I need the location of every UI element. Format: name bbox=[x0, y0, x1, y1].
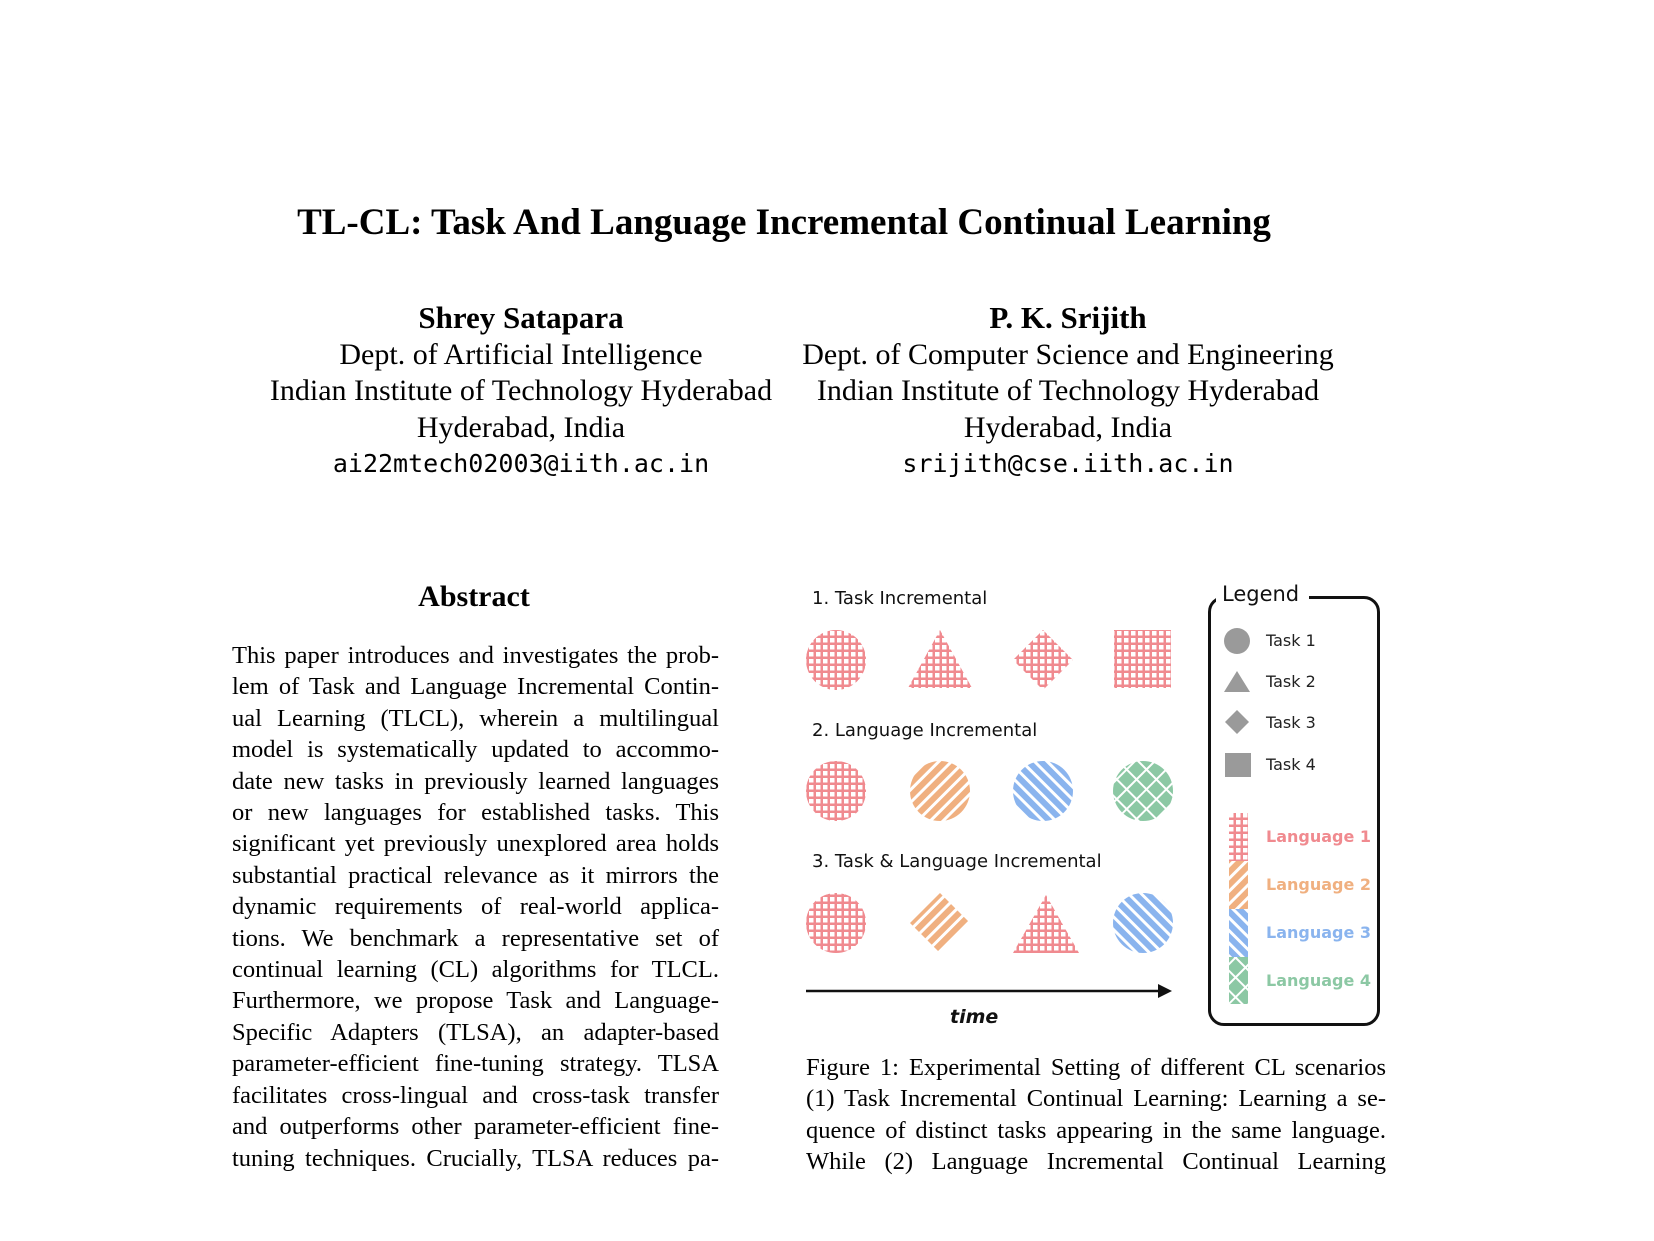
abstract-line: Specific Adapters (TLSA), an adapter-based bbox=[232, 1018, 719, 1046]
author-location: Hyderabad, India bbox=[963, 410, 1173, 444]
author-block-1 bbox=[246, 300, 796, 483]
author-email: ai22mtech02003@iith.ac.in bbox=[332, 449, 710, 478]
abstract-line: continual learning (CL) algorithms for TLCL. bbox=[232, 956, 719, 984]
abstract-line: model is systematically updated to accommo- bbox=[232, 736, 719, 764]
abstract-line: and outperforms other parameter-efficient fine- bbox=[232, 1113, 719, 1141]
time-axis-label: time bbox=[950, 1006, 999, 1028]
author-institute: Indian Institute of Technology Hyderabad bbox=[269, 374, 773, 407]
abstract-line: date new tasks in previously learned languages bbox=[232, 767, 719, 795]
legend-task-4: Task 4 bbox=[1266, 755, 1316, 774]
abstract-line: tions. We benchmark a representative set of bbox=[232, 924, 719, 952]
legend-language-1: Language 1 bbox=[1266, 827, 1372, 846]
abstract-line: parameter-efficient fine-tuning strategy. TLSA bbox=[232, 1050, 719, 1078]
author-block-2 bbox=[778, 300, 1358, 483]
abstract-line: lem of Task and Language Incremental Contin- bbox=[232, 673, 719, 701]
figure-1 bbox=[800, 580, 1390, 1040]
row-language-incremental bbox=[806, 761, 1173, 821]
legend-title: Legend bbox=[1216, 582, 1309, 606]
scenario-label-2: 2. Language Incremental bbox=[812, 720, 1038, 741]
author-name: Shrey Satapara bbox=[418, 300, 624, 335]
caption-line: While (2) Language Incremental Continual Learning bbox=[806, 1148, 1386, 1176]
abstract-line: Furthermore, we propose Task and Language- bbox=[232, 987, 719, 1015]
row-task-language-incremental bbox=[806, 893, 1173, 953]
abstract-line: or new languages for established tasks. This bbox=[232, 799, 719, 827]
abstract-heading: Abstract bbox=[418, 580, 530, 613]
scenario-label-1: 1. Task Incremental bbox=[812, 588, 988, 609]
legend-task-3: Task 3 bbox=[1266, 713, 1316, 732]
paper-title: TL-CL: Task And Language Incremental Continual Learning bbox=[297, 202, 1271, 243]
legend-language-4: Language 4 bbox=[1266, 971, 1372, 990]
abstract-line: ual Learning (TLCL), wherein a multilingual bbox=[232, 704, 719, 732]
caption-line: (1) Task Incremental Continual Learning: Learning a se- bbox=[806, 1085, 1386, 1113]
figure-caption bbox=[806, 1052, 1386, 1178]
legend-language-3: Language 3 bbox=[1266, 923, 1372, 942]
legend-task-2: Task 2 bbox=[1266, 672, 1316, 691]
author-dept: Dept. of Computer Science and Engineering bbox=[802, 337, 1334, 371]
author-institute: Indian Institute of Technology Hyderabad bbox=[816, 374, 1320, 407]
legend-language-2: Language 2 bbox=[1266, 875, 1372, 894]
abstract-body bbox=[232, 640, 719, 1174]
legend-box bbox=[1208, 596, 1380, 1026]
abstract-line: This paper introduces and investigates the prob- bbox=[232, 642, 719, 669]
author-location: Hyderabad, India bbox=[416, 410, 626, 444]
caption-line: quence of distinct tasks appearing in the same language. bbox=[806, 1116, 1386, 1144]
author-dept: Dept. of Artificial Intelligence bbox=[339, 337, 703, 371]
abstract-line: tuning techniques. Crucially, TLSA reduces pa- bbox=[232, 1144, 719, 1172]
row-task-incremental bbox=[806, 630, 1171, 690]
caption-line: Figure 1: Experimental Setting of different CL scenarios bbox=[806, 1054, 1386, 1081]
scenario-label-3: 3. Task & Language Incremental bbox=[812, 851, 1102, 872]
author-name: P. K. Srijith bbox=[989, 300, 1147, 335]
author-email: srijith@cse.iith.ac.in bbox=[902, 449, 1234, 478]
abstract-line: significant yet previously unexplored area holds bbox=[232, 830, 719, 858]
abstract-line: substantial practical relevance as it mirrors the bbox=[232, 861, 719, 889]
abstract-line: dynamic requirements of real-world applica- bbox=[232, 893, 719, 921]
abstract-line: facilitates cross-lingual and cross-task transfer bbox=[232, 1081, 719, 1109]
legend-task-1: Task 1 bbox=[1266, 631, 1316, 650]
